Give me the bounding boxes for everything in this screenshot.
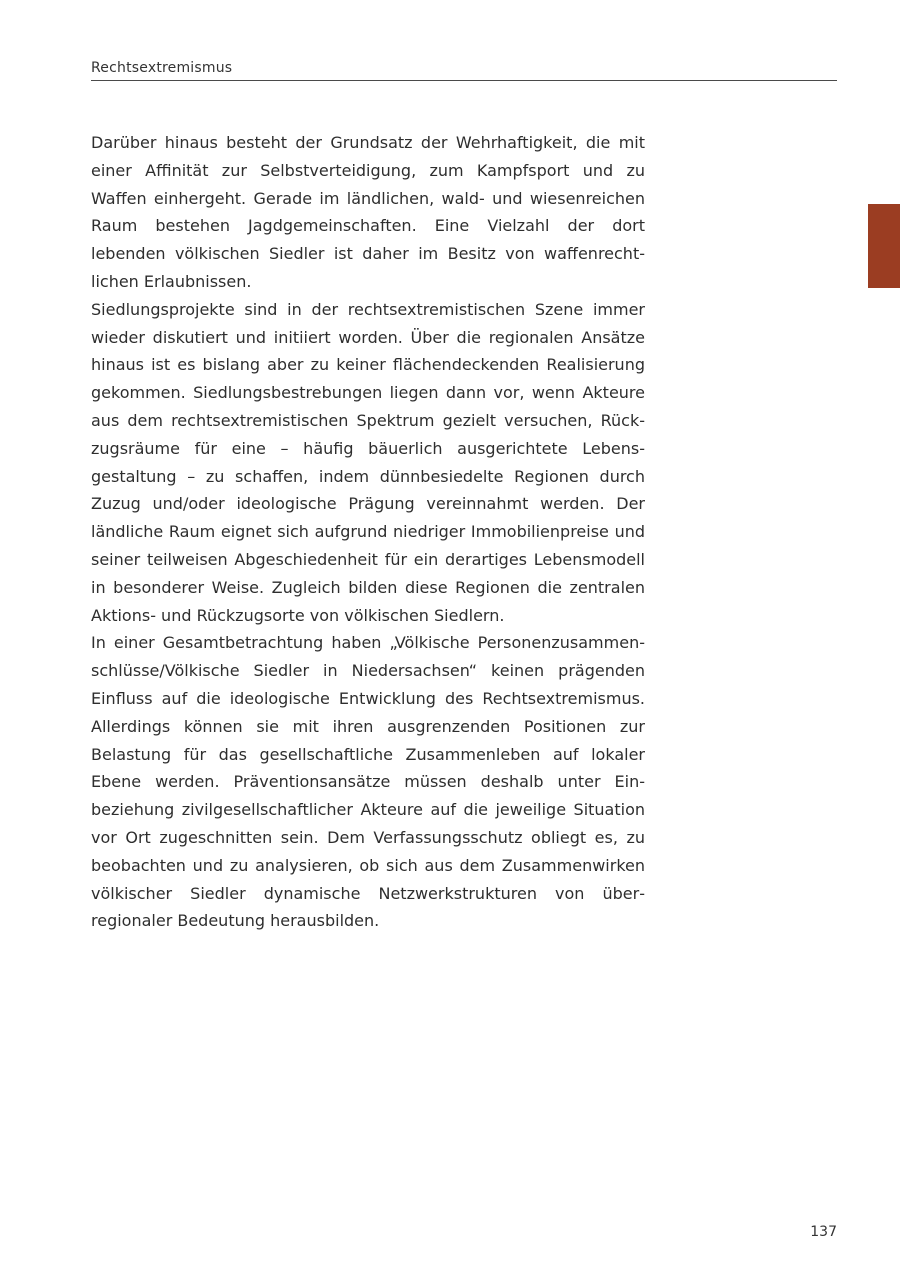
paragraph-gesamtbetrachtung: In einer Gesamtbetrachtung haben „Völkische Personenzusammenschlüsse/Völkische Siedler in Niedersachsen“ keinen prägenden Einfluss auf die ideologische Entwicklung des Rechtsextremismus. Allerdings können sie mit ihren ausgrenzenden Positionen zur Belastung für das gesellschaftliche Zusammenleben auf lokaler Ebene werden. Präventionsansätze müssen deshalb unter Einbeziehung zivilgesellschaftlicher Akteure auf die jeweilige Situation vor Ort zugeschnitten sein. Dem Verfassungsschutz obliegt es, zu beobachten und zu analysieren, ob sich aus dem Zusammenwirken völkischer Siedler dynamische Netzwerkstrukturen von überregionaler Bedeutung herausbilden. — [91, 633, 645, 931]
paragraph-siedlungsprojekte: Siedlungsprojekte sind in der rechtsextremistischen Szene immer wieder diskutiert und initiiert worden. Über die regionalen Ansätze hinaus ist es bislang aber zu keiner flächendeckenden Realisierung gekommen. Siedlungsbestrebungen liegen dann vor, wenn Akteure aus dem rechtsextremistischen Spektrum gezielt versuchen, Rückzugsräume für eine – häufig bäuerlich ausgerichtete Lebensgestaltung – zu schaffen, indem dünnbesiedelte Regionen durch Zuzug und/oder ideologische Prägung vereinnahmt werden. Der ländliche Raum eignet sich aufgrund niedriger Immobilienpreise und seiner teilweisen Abgeschiedenheit für ein derartiges Lebensmodell in besonderer Weise. Zugleich bilden diese Regionen die zentralen Aktions- und Rückzugsorte von völkischen Siedlern. — [91, 299, 645, 625]
paragraph-wehrhaftigkeit: Darüber hinaus besteht der Grundsatz der Wehrhaftigkeit, die mit einer Affinität zur Selbstverteidigung, zum Kampfsport und zu Waffen einhergeht. Gerade im ländlichen, wald- und wiesenreichen Raum bestehen Jagdgemeinschaften. Eine Vielzahl der dort lebenden völkischen Siedler ist daher im Besitz von waffenrechtlichen Erlaubnissen. — [91, 133, 645, 291]
page-number: 137 — [810, 1224, 837, 1240]
header-divider — [91, 80, 837, 81]
chapter-side-tab — [868, 204, 900, 288]
running-header-title: Rechtsextremismus — [91, 60, 233, 76]
body-text — [91, 129, 645, 935]
